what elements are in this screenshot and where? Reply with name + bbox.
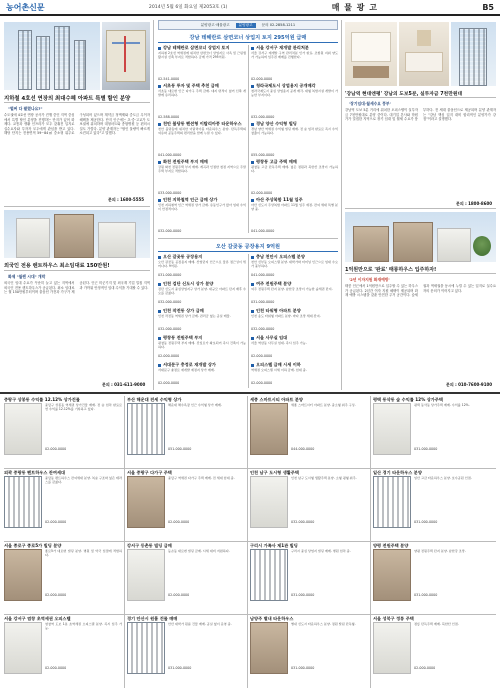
classified-title: 서울 종로구 종로5가 빌딩 분양 [4, 543, 62, 548]
ad-right2-body: 태릉 인근에서 1억원만으로 입주할 수 있는 하우스가 공급된다. 2년간 이자 지원 혜택이 제공되며 화재 예방 시스템을 갖춘 안전한 주거 공간이다. 숲세권과 역세권을 동시에 누릴 수 있는 입지로 실수요자의 문의가 이어지고 있다. [345, 284, 496, 298]
ad-left-title: 지하철 4호선 연장의 최대수혜 아파트 특별 할인 분양 [4, 96, 131, 102]
classified-text: 안산 대학가 원룸 건물 매매. 공실 없이 운영 중. [168, 622, 232, 626]
tower-building [54, 26, 70, 90]
listing-phone: 041-000-0000 [251, 273, 275, 277]
classified-title: 경기 안산시 원룸 건물 매매 [127, 616, 178, 621]
listing-item [158, 335, 246, 362]
row-rule [4, 614, 496, 615]
listing-text: 역세권 오피스텔 시세 이하 급매. 임대 중. [251, 368, 307, 372]
ad-right2-title: 1억원만으로 '완료' 태릉하우스 입주하자! [345, 267, 437, 273]
listing-phone: 041-000-0000 [158, 153, 182, 157]
listing-text: 천안 신부동 오피스텔 분양. 대학가와 터미널 인근으로 임대 수요가 풍부하다. [251, 260, 338, 269]
classified-title: 평택 동삭동 숲 수익률 12% 상가주택 [373, 397, 443, 402]
classified-text: 구리시 중심 상업지 빌딩 매매. 병원 임차 중. [291, 549, 351, 553]
listing-text: 서울 역삼동 사무실 임대. 즉시 입주 가능. [251, 341, 307, 345]
listing-text: 경남 양산 역세권 수익형 빌딩 매매. 전 층 임차 완료로 즉시 수익 창출이 가능하다. [251, 127, 338, 136]
map-route [124, 36, 126, 72]
listing-title: 서초동 투자 및 주택 추천 급매 [158, 83, 246, 89]
listing-title: 인천 작전동 상가 급매 [158, 308, 246, 314]
bullet-icon [158, 161, 161, 164]
listing-text: 평창동 고급 단독주택 매매. 넓은 정원과 북한산 조망이 가능하다. [251, 165, 338, 174]
category-bar-label: 분양광고·매물광고 [200, 22, 230, 27]
house [353, 226, 389, 262]
listing-text: 지하철 2호선 역세권에 위치한 삼면코너 상업지로 사옥 및 근린생활시설 신축 부지로 적합하다. 급매 가격 295억원. [158, 51, 246, 60]
classified-ad [127, 397, 245, 467]
classified-photo [4, 622, 42, 674]
category-tag: 분양광고 [236, 23, 256, 28]
classified-ad [373, 470, 496, 540]
ad-left2-title: 외국인 전용 렌트하우스 최소임대료 150만원! [4, 263, 110, 269]
listing-title: 화천 전원주택 부지 매매 [158, 159, 246, 165]
listing-title: 오피스텔 급매 시세 이하 [251, 362, 338, 368]
classified-ad [250, 470, 368, 540]
listing-column [251, 45, 338, 235]
classified-photo [373, 549, 411, 601]
listing-item [158, 254, 246, 281]
listing-title: 인천 타워형 아파트 분양 [251, 308, 338, 314]
classified-photo [127, 476, 165, 528]
listing-item [251, 83, 338, 121]
bullet-icon [251, 123, 254, 126]
listing-text: 여주 전원주택 단지 분양. 남한강 조망이 가능한 숲세권 단지. [251, 287, 333, 291]
listing-column [251, 254, 338, 389]
classified-title: 강서구 등촌동 빌딩 급매 [127, 543, 172, 548]
classified-phone: 02-000-0000 [45, 593, 67, 597]
divider [4, 102, 150, 103]
bullet-icon [251, 47, 254, 50]
ad-right2-subhead: '2년 이자지원 화재예방' [349, 277, 390, 282]
bullet-icon [158, 47, 161, 50]
classified-phone: 031-000-0000 [414, 447, 438, 451]
classified-text: 등촌동 대로변 빌딩 급매. 시세 대비 저렴하다. [168, 549, 230, 553]
classified-photo [373, 403, 411, 455]
listing-column [158, 45, 246, 235]
house [393, 222, 433, 262]
classified-phone: 051-000-0000 [168, 447, 192, 451]
row-rule [4, 541, 496, 542]
listing-text: 강원 화천 전원주택 부지 매매. 계곡과 인접한 청정 지역으로 주말주택 부지로 적합하다. [158, 165, 246, 174]
bullet-icon [251, 283, 254, 286]
listing-phone: 032-000-0000 [158, 229, 182, 233]
classified-title: 세종 스마트시티 아파트 분양 [250, 397, 303, 402]
classified-ad [4, 397, 122, 467]
bullet-icon [158, 310, 161, 313]
listing-title: 여주 전원주택 분양 [251, 281, 338, 287]
listing-phone: 041-000-0000 [251, 229, 275, 233]
bullet-icon [251, 256, 254, 259]
listing-item [251, 335, 338, 362]
ad-left-body: 수도권에 4호선 연장 공사가 진행 중인 지역 중심에서 특별 할인 분양을 진행하는 단지가 있어 화제다. 교통과 생활 인프라가 모두 갖춰진 입지로 실수요자와 투자자 모두에게 관심을 받고 있다. 해당 단지는 전용면적 59~84㎡ 중소형 위주로 구성되어 있으며 계약금 정액제와 중도금 무이자 혜택을 제공한다. 단지 인근에는 초·중·고교가 도보권에 위치하며 대형마트와 종합병원 등 편의시설도 가깝다. 분양 관계자는 "할인 물량이 빠르게 소진되고 있다"고 말했다. [4, 113, 150, 136]
bullet-icon [158, 199, 161, 202]
bullet-icon [251, 364, 254, 367]
building [16, 218, 50, 258]
bullet-icon [251, 85, 254, 88]
classified-title: 중랑구 상봉동 수익률 12.12% 상가건물 [4, 397, 80, 402]
interior-window [351, 32, 391, 62]
divider [345, 273, 496, 274]
ad-left2-subhead: 화제 "월렌 시대" 개막 [8, 274, 46, 279]
column-rule [247, 396, 248, 688]
ad-right2-phone: 문의 : 010-7600-9100 [446, 382, 493, 387]
column-rule [248, 254, 249, 388]
column-rule [124, 396, 125, 688]
classified-text: 세종 스마트시티 아파트 분양. 중소형 위주 구성. [291, 403, 356, 407]
bullet-icon [158, 283, 161, 286]
classified-phone: 031-000-0000 [414, 593, 438, 597]
classified-phone: 02-000-0000 [45, 666, 67, 670]
classified-ad [4, 543, 122, 613]
listing-title: 아산 주상복합 11월 입주 [251, 197, 338, 203]
bullet-icon [158, 256, 161, 259]
tower-building [74, 40, 86, 90]
classified-title: 인천 남구 도시형 생활주택 [250, 470, 299, 475]
classified-photo [373, 476, 411, 528]
map-image [102, 22, 150, 90]
classified-ad [250, 543, 368, 613]
ad-right-body: 강남역 도보 5분 거리에 위치한 오피스텔이 실투자금 7천만원대로 분양 중이다. 대기업 본사와 학원가가 밀집한 지역으로 장기 임대 및 월세 수요가 풍부하다. 전 세대 풀옵션으로 제공되며 분양 관계자는 "강남 핵심 입지 대비 합리적인 분양가가 강점"이라고 설명했다. [345, 108, 496, 122]
section-divider [0, 392, 500, 394]
listing-item [251, 308, 338, 335]
interior-sofa [353, 66, 389, 78]
listing-item [251, 362, 338, 389]
building [459, 28, 487, 86]
listing-item [158, 83, 246, 121]
classified-photo [127, 622, 165, 674]
listing-item [158, 308, 246, 335]
listing-title: 청라국제도시 상업용지 공개매각 [251, 83, 338, 89]
listing-text: 서울 강서구 재개발 구역 관리처분 인가 완료. 조합원 지위 양도가 가능하며 입주권 매매를 진행한다. [251, 51, 338, 60]
listing-text: 인천 작전동 역세권 상가 급매. 권리금 없는 공실 매물. [158, 314, 231, 318]
building [54, 214, 94, 258]
listing-text: 오산 갈곶동 공장용지 매매. 산업단지 인근으로 물류 접근성이 뛰어나다. 9억원. [158, 260, 246, 269]
listing-title: 오산 갈곶동 공장용지 [158, 254, 246, 260]
classified-text: 별내 신도시 타운하우스 분양. 정원 딸린 단독형. [291, 622, 356, 626]
ad-left2-body: 외국인 임대 수요가 꾸준히 늘고 있는 지역에서 외국인 전용 렌트하우스가 공급된다. 최소 임대료는 월 150만원부터이며 풀옵션 가전과 가구가 제공된다. 인근 미군기지 및 외국계 기업 밀집 지역과 가까워 안정적인 임대 수익을 기대할 수 있다. [4, 281, 150, 295]
map-route [112, 42, 140, 44]
listing-phone: 02-541-0000 [158, 77, 180, 81]
classified-photo [373, 622, 411, 674]
listing-item [158, 362, 246, 389]
listing-text: 천안 불당동에 위치한 이탈리아풍 타운하우스 분양. 단독주택의 여유와 공동주택의 편리함을 함께 누릴 수 있다. [158, 127, 246, 136]
classified-photo [127, 403, 165, 455]
listing-text: 평창동 전원주택 부지 매매. 진입로가 확보되어 즉시 건축이 가능하다. [158, 341, 246, 350]
listing-phone: 032-000-0000 [158, 327, 182, 331]
classified-ad [127, 616, 245, 686]
ad-left-subhead: "벌써 다 팔렸나요?" [8, 106, 43, 111]
tower-building [18, 30, 32, 90]
ad-left-phone: 문의 : 1600-5555 [108, 197, 145, 202]
building [98, 222, 136, 258]
classified-phone: 02-000-0000 [45, 447, 67, 451]
house [437, 228, 471, 262]
category-bar [158, 20, 338, 30]
classified-photo [127, 549, 165, 601]
classified-ad [127, 543, 245, 613]
bullet-icon [158, 123, 161, 126]
listing-item [251, 281, 338, 308]
classified-title: 서울 성북구 정릉 주택 [373, 616, 414, 621]
listing-phone: 032-000-0000 [251, 327, 275, 331]
listing-item [251, 45, 338, 83]
classified-ad [373, 543, 496, 613]
listing-item [158, 45, 246, 83]
tower-building [36, 36, 50, 90]
classified-phone: 02-000-0000 [168, 520, 190, 524]
section-title: 매 물 광 고 [331, 1, 379, 12]
listing-phone: 031-000-0000 [158, 273, 182, 277]
classified-text: 중랑구 상봉동 역세권 상가건물 매매. 전 층 임차 완료로 연 수익률 12.12%를 기록하고 있다. [45, 403, 122, 412]
divider [158, 42, 338, 43]
interior-bed [405, 52, 443, 72]
classified-text: 양평 전원주택 단지 분양. 남한강 조망. [414, 549, 466, 553]
classified-text: 중랑구 역세권 다가구 주택 매매. 전 세대 임대 중. [168, 476, 235, 480]
listing-item [158, 197, 246, 235]
bullet-icon [158, 364, 161, 367]
classified-phone: 032-000-0000 [291, 520, 315, 524]
listing-title: 인천 지하철역 인근 급매 상가 [158, 197, 246, 203]
classified-text: 중랑동 펜트하우스 잔여세대 분양. 복층 구조와 넓은 테라스를 갖췄다. [45, 476, 122, 485]
listing-text: 인천 지하철역 인근 역세권 상가 급매. 유동인구가 많아 임대 수익이 안정적이다. [158, 203, 246, 212]
classified-phone: 044-000-0000 [291, 447, 315, 451]
classified-title: 서울 중랑구 다가구 주택 [127, 470, 172, 475]
page-number: B5 [482, 2, 494, 12]
classified-text: 해운대 해수욕장 인근 수익형 상가 매매. [168, 403, 222, 407]
classified-title: 부산 해운대 전세 수익형 상가 [127, 397, 182, 402]
classified-text: 일산 고급 타운하우스 분양. 호수공원 인접. [414, 476, 472, 480]
ad-right-title: '강남역 현대엔평' 강남의 도보5분, 실투자금 7천만원대 [345, 92, 463, 97]
classified-text: 염창역 도보 1분 초역세권 오피스텔 분양. 즉시 입주 가능. [45, 622, 122, 631]
listing-text: 서대문구 충정로 재개발 예정지 상가 매매. [158, 368, 215, 372]
classified-title: 일산 경기 타운하우스 분양 [373, 470, 422, 475]
ad-mid2-title: 오산 갈곶동 공장용지 9억원 [215, 244, 281, 250]
page-header [0, 0, 500, 16]
classified-phone: 02-000-0000 [414, 666, 436, 670]
listing-phone: 055-000-0000 [251, 153, 275, 157]
building-photo [451, 22, 496, 86]
listing-column [158, 254, 246, 389]
classified-photo [4, 549, 42, 601]
listing-phone: 032-000-0000 [251, 115, 275, 119]
classified-photo [250, 549, 288, 601]
classified-phone: 02-000-0000 [45, 520, 67, 524]
classified-text: 종로5가 대로변 빌딩 분양. 병원 및 약국 입점에 적합하다. [45, 549, 122, 558]
classified-title: 양평 전원주택 분양 [373, 543, 409, 548]
listing-item [251, 121, 338, 159]
ad-right-phone: 문의 : 1800-8600 [456, 201, 493, 206]
divider [345, 97, 496, 98]
listing-title: 평창동 전원주택 부지 [158, 335, 246, 341]
map-sheet [106, 30, 146, 82]
listing-title: 평창동 고급 주택 매매 [251, 159, 338, 165]
column-rule [248, 45, 249, 233]
tree [473, 236, 491, 256]
classified-photo [250, 476, 288, 528]
listing-text: 청라국제도시 중심 상업용지 공개 매각. 대형 복합시설 개발이 가능한 부지이다. [251, 89, 338, 98]
bullet-icon [158, 337, 161, 340]
row-rule [4, 468, 496, 469]
classified-title: 구리시 가족사 제1관 빌딩 [250, 543, 298, 548]
housing-photo [345, 212, 496, 262]
column-rule [370, 396, 371, 688]
listing-item [251, 197, 338, 235]
bullet-icon [251, 310, 254, 313]
classified-photo [250, 622, 288, 674]
classified-text: 인천 남구 도시형 생활주택 분양. 소형 평형 위주. [291, 476, 357, 480]
ad-mid-title: 강남 테헤란로 삼면코너 상업지 토지 295억원 급매 [189, 35, 307, 41]
listing-phone: 02-000-0000 [251, 381, 273, 385]
listing-title: 서울 강서구 재개발 관리처분 [251, 45, 338, 51]
building-photo [4, 210, 150, 258]
classified-ad [250, 616, 368, 686]
listing-phone: 02-588-0000 [158, 115, 180, 119]
bullet-icon [158, 85, 161, 88]
divider [158, 238, 338, 239]
classified-title: 남양주 별내 타운하우스 [250, 616, 294, 621]
classified-ad [127, 470, 245, 540]
column-rule [341, 20, 342, 390]
tower-photo [4, 22, 100, 90]
listing-text: 서초동 대로변 인근 다가구 주택 급매. 대지 면적이 넓어 신축 개발에 유리하다. [158, 89, 246, 98]
listing-text: 검단 신도시 중심상업지구 상가 분양. 대규모 아파트 단지 배후 수요를 갖췄다. [158, 287, 246, 296]
interior-photo [345, 22, 397, 86]
classified-phone: 031-000-0000 [168, 666, 192, 670]
newspaper-logo: 농어촌신문 [6, 1, 45, 12]
classified-ad [373, 616, 496, 686]
dateline: 2014년 5월 6일 화요일 제2053호 (1) [148, 5, 228, 10]
listing-phone: 02-000-0000 [251, 191, 273, 195]
classified-phone: 031-000-0000 [291, 666, 315, 670]
classified-photo [4, 403, 42, 455]
listing-title: 서대문구 충정로 재개발 상가 [158, 362, 246, 368]
classified-text: 평택 동삭동 상가주택 매매. 수익률 12%. [414, 403, 470, 407]
bullet-icon [251, 337, 254, 340]
listing-item [158, 281, 246, 308]
interior-lamp [417, 30, 431, 46]
ad-left2-phone: 문의 : 031-611-9000 [102, 382, 146, 387]
listing-title: 서울 사무실 임대 [251, 335, 338, 341]
classified-ad [250, 397, 368, 467]
listing-title: 인천 검단 신도시 상가 분양 [158, 281, 246, 287]
listing-phone: 02-000-0000 [251, 354, 273, 358]
listing-phone: 02-000-0000 [158, 381, 180, 385]
listing-phone: 033-000-0000 [158, 191, 182, 195]
listing-item [251, 254, 338, 281]
classified-text: 정릉 단독주택 매매. 북한산 인접. [414, 622, 459, 626]
listing-item [158, 121, 246, 159]
classified-ad [4, 470, 122, 540]
listing-text: 인천 송도 타워형 아파트 분양. 바다 조망 세대 잔여. [251, 314, 321, 318]
listing-item [158, 159, 246, 197]
listing-item [251, 159, 338, 197]
listing-phone: 032-000-0000 [158, 300, 182, 304]
classified-phone: 02-000-0000 [168, 593, 190, 597]
classified-title: 외곽 중랑동 펜트하우스 잔여세대 [4, 470, 66, 475]
ad-right-subhead: '장기임대·월세수요 풍부' [349, 101, 391, 106]
listing-title: 강남 테헤란로 삼면코너 상업지 토지 [158, 45, 246, 51]
classified-photo [4, 476, 42, 528]
listing-phone: 02-000-0000 [158, 354, 180, 358]
classified-ad [4, 616, 122, 686]
divider [158, 251, 338, 252]
classified-ad [373, 397, 496, 467]
classified-phone: 031-000-0000 [291, 593, 315, 597]
listing-title: 천안 불당동 펜션형 이탈리아풍 타운하우스 [158, 121, 246, 127]
interior-photo [399, 22, 449, 86]
divider [4, 270, 150, 271]
listing-phone: 031-000-0000 [251, 300, 275, 304]
column-rule [153, 20, 154, 390]
listing-title: 충남 천안시 오피스텔 분양 [251, 254, 338, 260]
classified-phone: 031-000-0000 [414, 520, 438, 524]
category-phone: 문의 02-2858-1211 [261, 22, 296, 27]
listing-phone: 02-000-0000 [251, 77, 273, 81]
bullet-icon [251, 199, 254, 202]
listing-title: 경남 양산 수익형 빌딩 [251, 121, 338, 127]
bullet-icon [251, 161, 254, 164]
listing-text: 아산 신도시 주상복합 아파트 11월 입주 예정. 잔여 세대 특별 분양 중. [251, 203, 338, 212]
classified-title: 서울 강서구 염창 초역세권 오피스텔 [4, 616, 71, 621]
classified-photo [250, 403, 288, 455]
divider [345, 208, 496, 209]
divider [4, 206, 150, 207]
